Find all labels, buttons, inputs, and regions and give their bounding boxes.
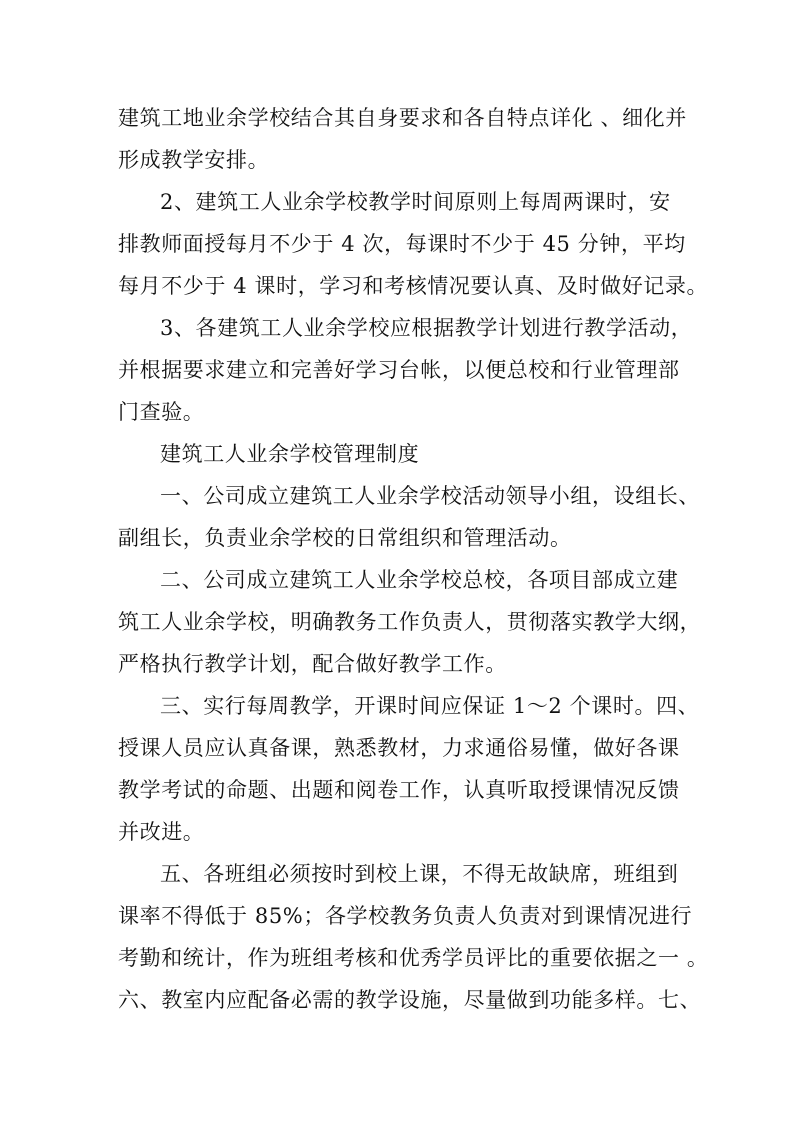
text-line-16: 授课人员应认真备课，熟悉教材，力求通俗易懂，做好各课	[118, 736, 680, 760]
text-line-10: 一、公司成立建筑工人业余学校活动领导小组，设组长、	[160, 484, 700, 508]
text-line-18: 并改进。	[118, 820, 205, 844]
text-line-3: 2、建筑工人业余学校教学时间原则上每周两课时，安	[160, 190, 671, 214]
text-line-12: 二、公司成立建筑工人业余学校总校，各项目部成立建	[160, 568, 679, 592]
text-line-17: 教学考试的命题、出题和阅卷工作，认真听取授课情况反馈	[118, 778, 680, 802]
text-line-5: 每月不少于 4 课时，学习和考核情况要认真、及时做好记录。	[118, 274, 709, 298]
text-line-8: 门查验。	[118, 400, 205, 424]
text-line-19: 五、各班组必须按时到校上课，不得无故缺席，班组到	[160, 862, 679, 886]
text-line-1: 建筑工地业余学校结合其自身要求和各自特点详化 、细化并	[118, 106, 687, 130]
text-line-2: 形成教学安排。	[118, 148, 270, 172]
text-line-4: 排教师面授每月不少于 4 次，每课时不少于 45 分钟，平均	[118, 232, 686, 256]
section-heading: 建筑工人业余学校管理制度	[160, 442, 420, 466]
text-line-7: 并根据要求建立和完善好学习台帐，以便总校和行业管理部	[118, 358, 680, 382]
text-line-21: 考勤和统计，作为班组考核和优秀学员评比的重要依据之一 。	[118, 946, 709, 970]
text-line-6: 3、各建筑工人业余学校应根据教学计划进行教学活动，	[160, 316, 693, 340]
text-line-11: 副组长，负责业余学校的日常组织和管理活动。	[118, 526, 572, 550]
text-line-13: 筑工人业余学校，明确教务工作负责人，贯彻落实教学大纲，	[118, 610, 702, 634]
text-line-15: 三、实行每周教学，开课时间应保证 1～2 个课时。四、	[160, 694, 700, 718]
text-line-22: 六、教室内应配备必需的教学设施，尽量做到功能多样。七、	[118, 988, 702, 1012]
text-line-14: 严格执行教学计划，配合做好教学工作。	[118, 652, 507, 676]
text-line-20: 课率不得低于 85%；各学校教务负责人负责对到课情况进行	[118, 904, 693, 928]
